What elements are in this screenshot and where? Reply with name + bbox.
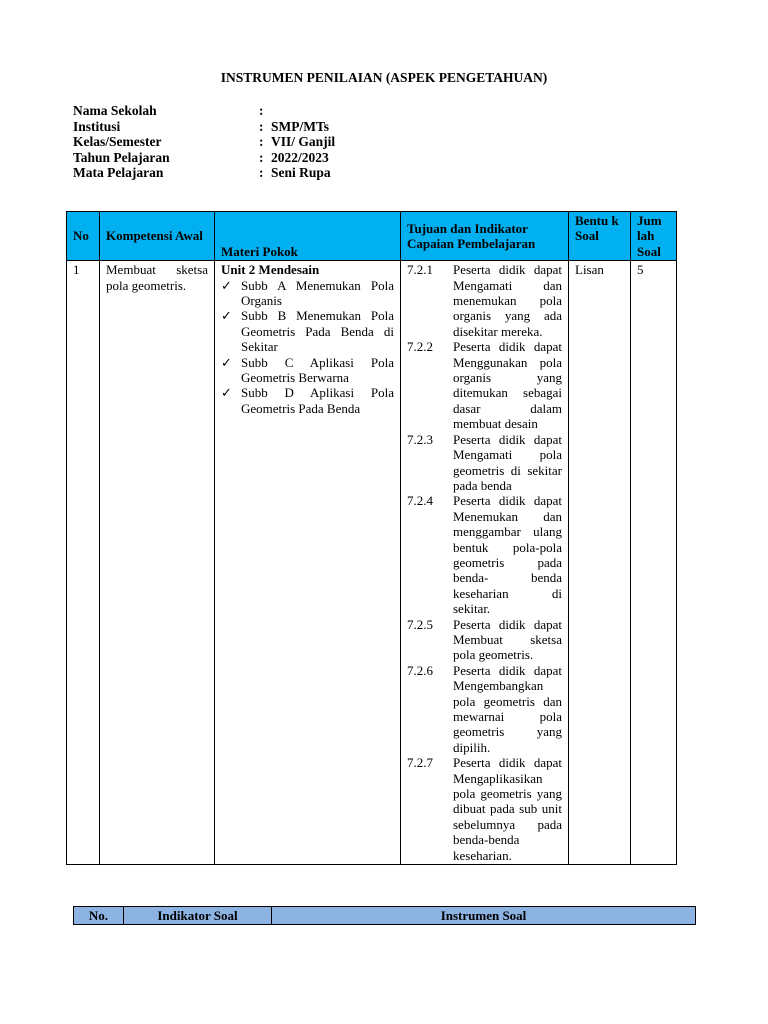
indicator-text: Peserta didik dapat Mengaplikasikan pola geometris yang dibuat pada sub unit sebelumnya pada benda-benda keseharian. (453, 755, 562, 863)
sub-unit-list (221, 278, 394, 417)
cell-bentuk-soal: Lisan (569, 261, 631, 865)
list-item (221, 385, 394, 416)
info-label: Kelas/Semester (73, 134, 162, 149)
document-title: INSTRUMEN PENILAIAN (ASPEK PENGETAHUAN) (220, 70, 548, 85)
sub-unit-label: Subb D Aplikasi Pola Geometris Pada Benda (241, 385, 394, 416)
cell-no: 1 (67, 261, 100, 865)
indicator-item (407, 432, 562, 494)
header-instrumen-soal: Instrumen Soal (272, 907, 696, 925)
header-kompetensi-awal: Kompetensi Awal (100, 212, 215, 261)
indicator-text: Peserta didik dapat Menggunakan pola organis yang ditemukan sebagai dasar dalam membuat desain (453, 339, 562, 432)
indicator-item (407, 755, 562, 863)
checkmark-icon: ✓ (221, 308, 232, 324)
indicator-item (407, 339, 562, 431)
unit-title: Unit 2 Mendesain (221, 262, 320, 278)
list-item (221, 278, 394, 309)
info-colon: : (259, 165, 264, 180)
header-materi-pokok: Materi Pokok (215, 212, 401, 261)
info-colon: : (259, 149, 264, 165)
indicator-item (407, 617, 562, 663)
sub-unit-label: Subb C Aplikasi Pola Geometris Berwarna (241, 354, 394, 386)
indicator-item (407, 262, 562, 339)
checkmark-icon: ✓ (221, 354, 232, 370)
question-instrument-table (73, 906, 696, 925)
info-colon: : (259, 103, 264, 118)
indicator-number: 7.2.4 (407, 493, 433, 509)
info-label: Mata Pelajaran (73, 165, 164, 180)
info-row-kelas-semester (73, 134, 335, 150)
info-colon: : (259, 118, 264, 134)
cell-tujuan (401, 261, 569, 865)
table-row (67, 261, 677, 865)
indicator-item (407, 663, 562, 755)
header-bentuk-soal: Bentu k Soal (569, 212, 631, 261)
info-value: VII/ Ganjil (271, 134, 336, 149)
info-label: Nama Sekolah (73, 103, 157, 118)
table-header-row (67, 212, 677, 261)
assessment-table (66, 211, 677, 865)
info-row-nama-sekolah (73, 103, 335, 119)
indicator-number: 7.2.1 (407, 262, 433, 278)
info-row-tahun-pelajaran (73, 150, 335, 166)
info-label: Institusi (73, 118, 121, 134)
school-info (73, 103, 335, 181)
info-row-institusi (73, 119, 335, 135)
checkmark-icon: ✓ (221, 277, 232, 293)
info-value: Seni Rupa (271, 165, 331, 180)
info-colon: : (259, 134, 264, 149)
indicator-item (407, 493, 562, 616)
indicator-text: Peserta didik dapat Mengembangkan pola geometris dan mewarnai pola geometris yang dipilih. (453, 662, 562, 755)
list-item (221, 308, 394, 354)
indicator-number: 7.2.5 (407, 616, 433, 632)
info-label: Tahun Pelajaran (73, 149, 170, 165)
list-item (221, 355, 394, 386)
indicator-number: 7.2.3 (407, 431, 433, 447)
table-header-row (74, 907, 696, 925)
sub-unit-label: Subb B Menemukan Pola Geometris Pada Benda di Sekitar (241, 308, 394, 355)
indicator-number: 7.2.6 (407, 662, 433, 678)
info-value: 2022/2023 (271, 149, 329, 165)
info-row-mata-pelajaran (73, 165, 335, 181)
header-indikator-soal: Indikator Soal (124, 907, 272, 925)
header-tujuan-indikator: Tujuan dan Indikator Capaian Pembelajaran (401, 212, 569, 261)
header-jumlah-soal: Jum lah Soal (631, 212, 677, 261)
indicator-text: Peserta didik dapat Membuat sketsa pola geometris. (453, 616, 562, 663)
header-no: No (67, 212, 100, 261)
indicator-text: Peserta didik dapat Menemukan dan menggambar ulang bentuk pola-pola geometris pada benda- benda keseharian di sekitar. (453, 493, 562, 617)
sub-unit-label: Subb A Menemukan Pola Organis (241, 277, 394, 309)
cell-materi (215, 261, 401, 865)
indicator-text: Peserta didik dapat Mengamati dan menemukan pola organis yang ada disekitar mereka. (453, 262, 562, 339)
cell-jumlah-soal: 5 (631, 261, 677, 865)
cell-kompetensi: Membuat sketsa pola geometris. (100, 261, 215, 865)
checkmark-icon: ✓ (221, 385, 232, 401)
indicator-number: 7.2.7 (407, 755, 433, 771)
info-value: SMP/MTs (271, 118, 330, 134)
indicator-text: Peserta didik dapat Mengamati pola geometris di sekitar pada benda (453, 431, 562, 493)
header-no: No. (74, 907, 124, 925)
indicator-number: 7.2.2 (407, 339, 433, 355)
